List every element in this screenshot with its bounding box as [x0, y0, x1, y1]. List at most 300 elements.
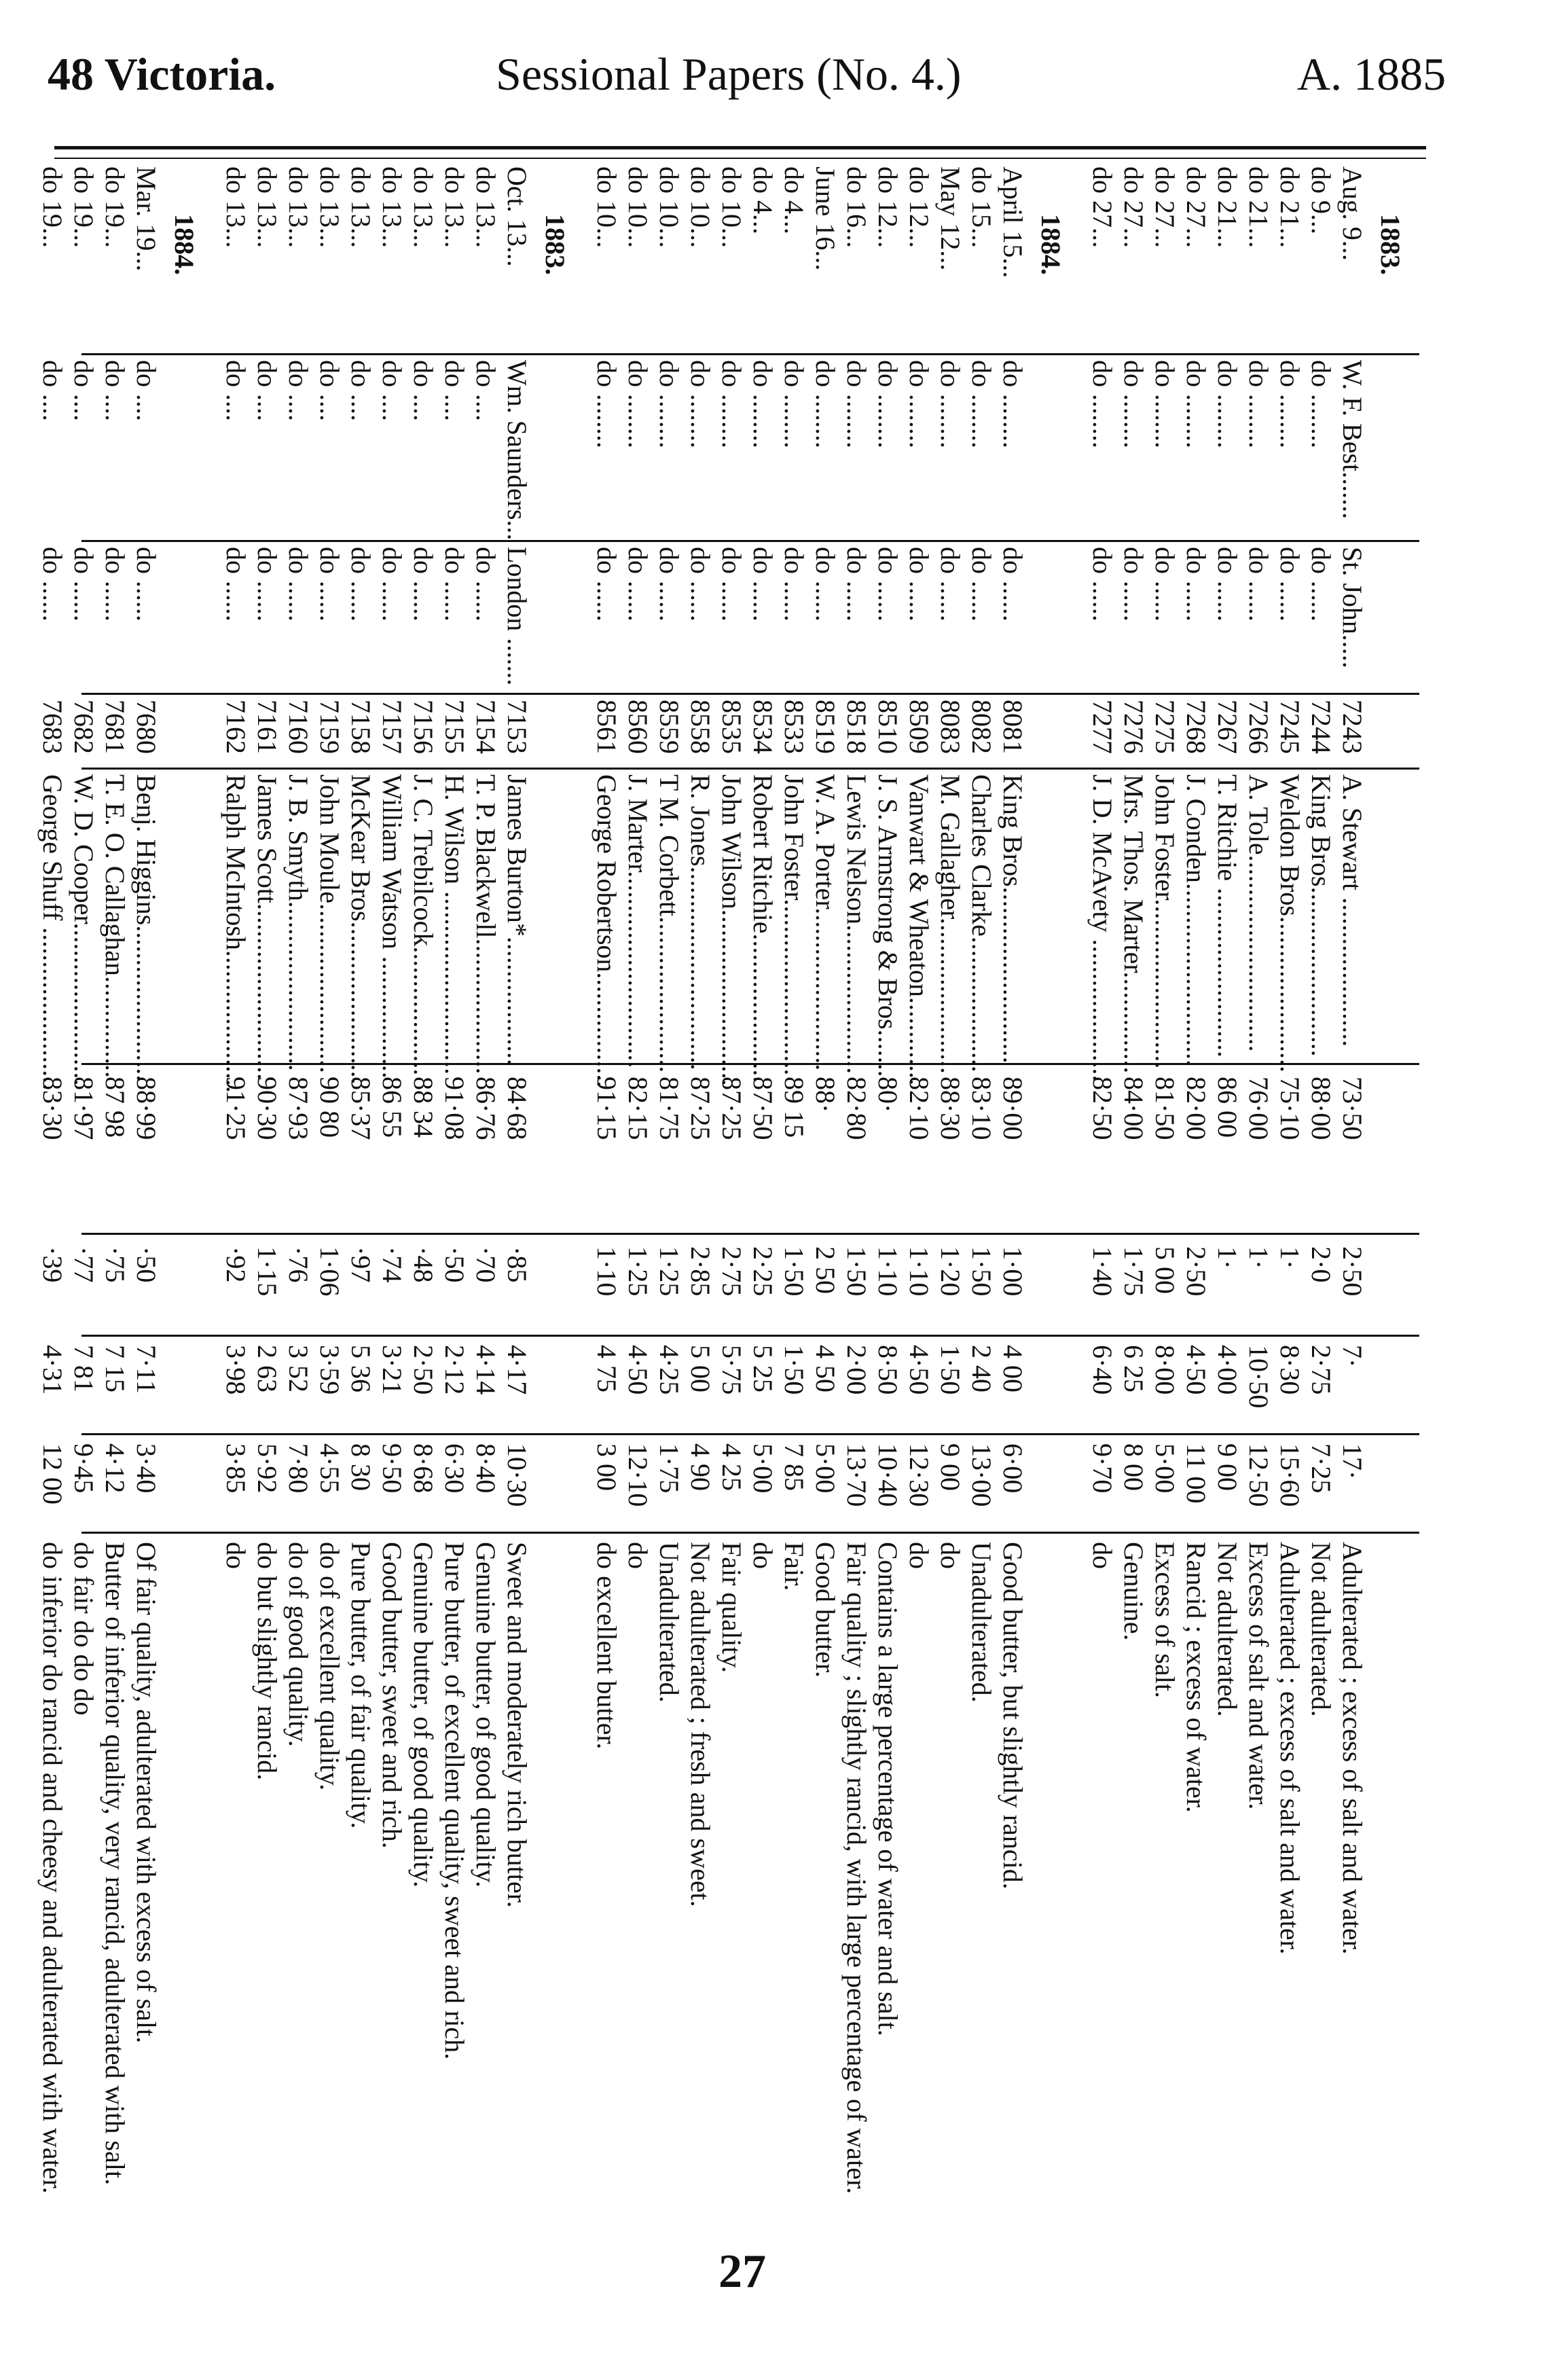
cell-no: 8510 — [873, 700, 903, 754]
cell-inspector: do .... — [131, 360, 162, 421]
cell-v3: 3·98 — [221, 1345, 251, 1395]
cell-v3: 1·50 — [935, 1345, 966, 1395]
cell-inspector: do ........ — [966, 360, 997, 448]
cell-vendor: T. Ritchie ......................... — [1212, 774, 1243, 1058]
cell-v1: 91·25 — [221, 1077, 251, 1140]
cell-v4: 8 30 — [346, 1443, 376, 1491]
cell-v1: 82·10 — [904, 1077, 934, 1140]
cell-v2: 1·15 — [252, 1246, 283, 1297]
cell-remarks: Good butter. — [810, 1542, 841, 1678]
cell-no: 7681 — [100, 700, 130, 754]
cell-date: do 15... — [966, 166, 997, 248]
cell-v3: 4·50 — [623, 1345, 653, 1395]
cell-v4: 15·60 — [1275, 1443, 1305, 1507]
cell-v4: 13·00 — [966, 1443, 997, 1507]
cell-vendor: H. Wilson ........................... — [439, 774, 470, 1075]
cell-no: 7680 — [131, 700, 162, 754]
cell-place: do ...... — [69, 547, 99, 621]
cell-v1: 86·76 — [471, 1077, 501, 1140]
cell-inspector: do ........ — [1181, 360, 1212, 448]
cell-v2: 1·50 — [966, 1246, 997, 1297]
page-number: 27 — [718, 2246, 766, 2298]
cell-v1: 81·75 — [654, 1077, 685, 1140]
cell-inspector: Wm. Saunders... — [502, 360, 532, 541]
cell-no: 8534 — [748, 700, 778, 754]
cell-remarks: do — [748, 1542, 778, 1569]
cell-inspector: do ........ — [1087, 360, 1118, 448]
cell-place: do ...... — [221, 547, 251, 621]
cell-remarks: Excess of salt. — [1150, 1542, 1180, 1698]
cell-place: do ...... — [1150, 547, 1180, 621]
cell-no: 7276 — [1118, 700, 1149, 754]
cell-date: do 12... — [873, 166, 903, 248]
cell-inspector: do ........ — [841, 360, 872, 448]
cell-v4: 3 00 — [591, 1443, 622, 1491]
cell-v3: 4·17 — [502, 1345, 532, 1395]
cell-inspector: do .... — [408, 360, 439, 421]
cell-v1: 89 15 — [779, 1077, 809, 1138]
cell-v2: 1·40 — [1087, 1246, 1118, 1297]
cell-v3: 4 00 — [998, 1345, 1028, 1392]
cell-remarks: do of excellent quality. — [314, 1542, 345, 1791]
cell-v3: 8·00 — [1150, 1345, 1180, 1395]
cell-place: do ...... — [654, 547, 685, 621]
column-divider — [81, 540, 1419, 542]
cell-v3: 2 63 — [252, 1345, 283, 1392]
cell-place: do ...... — [966, 547, 997, 621]
cell-remarks: do excellent butter. — [591, 1542, 622, 1750]
cell-v3: 4·31 — [37, 1345, 68, 1395]
cell-v4: 7 85 — [779, 1443, 809, 1491]
cell-v4: 7·25 — [1306, 1443, 1336, 1494]
cell-no: 8518 — [841, 700, 872, 754]
cell-v3: 2·75 — [1306, 1345, 1336, 1395]
cell-v2: 1·75 — [1118, 1246, 1149, 1297]
cell-vendor: J. D. McAvety ..................... — [1087, 774, 1118, 1082]
cell-v1: 75·10 — [1275, 1077, 1305, 1140]
cell-vendor: Robert Ritchie...................... — [748, 774, 778, 1083]
cell-vendor: Mrs. Thos. Marter............... — [1118, 774, 1149, 1074]
cell-v1: 82·80 — [841, 1077, 872, 1140]
cell-v1: 91·08 — [439, 1077, 470, 1140]
cell-v4: 10·30 — [502, 1443, 532, 1507]
cell-place: do ...... — [37, 547, 68, 621]
cell-vendor: J. S. Armstrong & Bros....... — [873, 774, 903, 1077]
cell-inspector: do ........ — [873, 360, 903, 448]
cell-inspector: do .... — [314, 360, 345, 421]
cell-place: St. John..... — [1337, 547, 1368, 668]
cell-vendor: T. E. O. Callaghan............... — [100, 774, 130, 1078]
cell-v4: 8·68 — [408, 1443, 439, 1494]
cell-remarks: Fair quality ; slightly rancid, with large percentage of water. — [841, 1542, 872, 2195]
cell-date: do 13... — [221, 166, 251, 248]
cell-place: do ...... — [1181, 547, 1212, 621]
cell-v1: 86 00 — [1212, 1077, 1243, 1138]
cell-vendor: James Burton*................... — [502, 774, 532, 1066]
cell-no: 8533 — [779, 700, 809, 754]
cell-v2: 5 00 — [1150, 1246, 1180, 1294]
cell-v1: 73·50 — [1337, 1077, 1368, 1140]
cell-v3: 8·30 — [1275, 1345, 1305, 1395]
cell-vendor: T. P. Blackwell.................... — [471, 774, 501, 1075]
cell-inspector: do ........ — [998, 360, 1028, 448]
cell-date: do 10... — [685, 166, 716, 248]
cell-remarks: Excess of salt and water. — [1243, 1542, 1274, 1810]
cell-v1: 91·15 — [591, 1077, 622, 1140]
cell-v2: ·50 — [131, 1246, 162, 1283]
cell-v1: 84·00 — [1118, 1077, 1149, 1140]
cell-remarks: Rancid ; excess of water. — [1181, 1542, 1212, 1813]
cell-vendor: Charles Clarke.................... — [966, 774, 997, 1072]
cell-v1: 80· — [873, 1077, 903, 1113]
cell-no: 7158 — [346, 700, 376, 754]
cell-inspector: do ........ — [935, 360, 966, 448]
cell-inspector: do ........ — [904, 360, 934, 448]
cell-v2: ·92 — [221, 1246, 251, 1283]
header-rule-thick — [54, 146, 1426, 149]
cell-no: 7275 — [1150, 700, 1180, 754]
cell-date: do 19... — [100, 166, 130, 248]
cell-v1: 82·15 — [623, 1077, 653, 1140]
cell-vendor: Lewis Nelson...................... — [841, 774, 872, 1075]
cell-no: 7682 — [69, 700, 99, 754]
cell-inspector: do .... — [439, 360, 470, 421]
cell-inspector: do ........ — [685, 360, 716, 448]
cell-remarks: Good butter, but slightly rancid. — [998, 1542, 1028, 1890]
cell-vendor: W. D. Cooper........................ — [69, 774, 99, 1086]
cell-inspector: do ........ — [654, 360, 685, 448]
cell-v3: 2·50 — [408, 1345, 439, 1395]
cell-v4: 9·45 — [69, 1443, 99, 1494]
column-divider — [81, 353, 1419, 355]
cell-v3: 7 15 — [100, 1345, 130, 1392]
cell-v1: 90·30 — [252, 1077, 283, 1140]
cell-v2: ·85 — [502, 1246, 532, 1283]
cell-date: do 21... — [1275, 166, 1305, 248]
cell-inspector: do .... — [283, 360, 314, 421]
cell-v3: 6 25 — [1118, 1345, 1149, 1392]
cell-v3: 4·14 — [471, 1345, 501, 1395]
cell-vendor: John Foster......................... — [1150, 774, 1180, 1069]
cell-v4: 12·30 — [904, 1443, 934, 1507]
cell-v2: 1·50 — [841, 1246, 872, 1297]
header-right: A. 1885 — [1297, 48, 1446, 100]
cell-vendor: J. Conden........................... — [1181, 774, 1212, 1066]
cell-v2: 1·10 — [904, 1246, 934, 1297]
cell-inspector: do .... — [252, 360, 283, 421]
cell-no: 7277 — [1087, 700, 1118, 754]
cell-remarks: Pure butter, of excellent quality, sweet and rich. — [439, 1542, 470, 2060]
cell-inspector: do ........ — [748, 360, 778, 448]
column-divider — [81, 1233, 1419, 1235]
cell-remarks: Unadulterated. — [654, 1542, 685, 1703]
cell-v3: 5 25 — [748, 1345, 778, 1392]
column-divider — [81, 1335, 1419, 1337]
cell-inspector: do ........ — [591, 360, 622, 448]
cell-v4: 9 00 — [1212, 1443, 1243, 1491]
cell-no: 7162 — [221, 700, 251, 754]
cell-no: 7245 — [1275, 700, 1305, 754]
cell-date: do 19... — [37, 166, 68, 248]
cell-inspector: do ........ — [1306, 360, 1336, 448]
cell-v2: ·70 — [471, 1246, 501, 1283]
cell-date: Aug. 9... — [1337, 166, 1368, 261]
cell-no: 8559 — [654, 700, 685, 754]
cell-place: do ...... — [779, 547, 809, 621]
column-divider — [81, 1532, 1419, 1534]
cell-date: do 21... — [1243, 166, 1274, 248]
cell-v4: 8·40 — [471, 1443, 501, 1494]
cell-remarks: Pure butter, of fair quality. — [346, 1542, 376, 1829]
cell-remarks: do — [623, 1542, 653, 1569]
cell-no: 7243 — [1337, 700, 1368, 754]
cell-date: do 13... — [252, 166, 283, 248]
cell-v3: 5·75 — [716, 1345, 747, 1395]
cell-v4: 4 25 — [716, 1443, 747, 1491]
cell-v1: 82·00 — [1181, 1077, 1212, 1140]
cell-v3: 5 00 — [685, 1345, 716, 1392]
cell-vendor: Weldon Bros....................... — [1275, 774, 1305, 1072]
cell-no: 7157 — [377, 700, 407, 754]
cell-place: do ...... — [408, 547, 439, 621]
column-divider — [81, 1433, 1419, 1435]
cell-v4: 11 00 — [1181, 1443, 1212, 1504]
cell-v1: 88· — [810, 1077, 841, 1113]
cell-v2: 1·10 — [591, 1246, 622, 1297]
cell-vendor: William Watson .................. — [377, 774, 407, 1079]
cell-v3: 2·00 — [841, 1345, 872, 1395]
cell-place: do ...... — [935, 547, 966, 621]
cell-date: do 4... — [779, 166, 809, 234]
cell-inspector: do .... — [377, 360, 407, 421]
cell-no: 8082 — [966, 700, 997, 754]
cell-v3: 7 81 — [69, 1345, 99, 1392]
cell-place: do ...... — [252, 547, 283, 621]
cell-v4: 4·55 — [314, 1443, 345, 1494]
cell-date: do 10... — [623, 166, 653, 248]
cell-v4: 13·70 — [841, 1443, 872, 1507]
cell-date: do 10... — [716, 166, 747, 248]
cell-place: do ...... — [748, 547, 778, 621]
cell-vendor: McKear Bros........................ — [346, 774, 376, 1085]
cell-vendor: J. B. Smyth......................... — [283, 774, 314, 1071]
cell-v3: 4·50 — [904, 1345, 934, 1395]
cell-v3: 6·40 — [1087, 1345, 1118, 1395]
cell-remarks: Not adulterated ; fresh and sweet. — [685, 1542, 716, 1907]
cell-place: do ...... — [1306, 547, 1336, 621]
cell-v2: 2·0 — [1306, 1246, 1336, 1283]
cell-remarks: Not adulterated. — [1212, 1542, 1243, 1717]
cell-vendor: George Shuff ........................ — [37, 774, 68, 1091]
cell-vendor: John Wilson.......................... — [716, 774, 747, 1086]
cell-v2: ·75 — [100, 1246, 130, 1283]
cell-place: do ...... — [591, 547, 622, 621]
cell-no: 8558 — [685, 700, 716, 754]
cell-inspector: do ........ — [1243, 360, 1274, 448]
cell-v1: 76·00 — [1243, 1077, 1274, 1140]
cell-v2: ·48 — [408, 1246, 439, 1283]
cell-date: do 9... — [1306, 166, 1336, 234]
cell-vendor: King Bros.......................... — [998, 774, 1028, 1064]
cell-v2: 2·75 — [716, 1246, 747, 1297]
cell-remarks: Adulterated ; excess of salt and water. — [1275, 1542, 1305, 1955]
cell-remarks: do — [221, 1542, 251, 1569]
cell-remarks: do — [935, 1542, 966, 1569]
cell-place: do ...... — [841, 547, 872, 621]
cell-place: London ....... — [502, 547, 532, 686]
cell-date: Mar. 19... — [131, 166, 162, 272]
cell-date: do 10... — [591, 166, 622, 248]
cell-v1: 88·99 — [131, 1077, 162, 1140]
cell-no: 7156 — [408, 700, 439, 754]
cell-vendor: T M. Corbett....................... — [654, 774, 685, 1073]
cell-inspector: do ........ — [810, 360, 841, 448]
cell-v2: 2·25 — [748, 1246, 778, 1297]
cell-vendor: A. Stewart ...................... — [1337, 774, 1368, 1047]
cell-v4: 8 00 — [1118, 1443, 1149, 1491]
cell-vendor: Vanwart & Wheaton............. — [904, 774, 934, 1086]
cell-vendor: King Bros......................... — [1306, 774, 1336, 1057]
cell-inspector: do ........ — [1212, 360, 1243, 448]
cell-vendor: John Foster.......................... — [779, 774, 809, 1076]
cell-v2: 2·50 — [1337, 1246, 1368, 1297]
cell-v4: 9·50 — [377, 1443, 407, 1494]
cell-date: do 13... — [283, 166, 314, 248]
cell-no: 7244 — [1306, 700, 1336, 754]
cell-remarks: Of fair quality, adulterated with excess of salt. — [131, 1542, 162, 2044]
cell-v4: 7·80 — [283, 1443, 314, 1494]
cell-remarks: Contains a large percentage of water and salt. — [873, 1542, 903, 2036]
cell-inspector: do .... — [69, 360, 99, 421]
cell-date: do 4... — [748, 166, 778, 234]
year-heading: 1883. — [1375, 214, 1406, 275]
cell-vendor: Benj. Higgins....................... — [131, 774, 162, 1082]
cell-v4: 4 90 — [685, 1443, 716, 1491]
cell-remarks: do but slightly rancid. — [252, 1542, 283, 1781]
rotated-table — [37, 160, 1419, 2238]
cell-inspector: do ........ — [623, 360, 653, 448]
cell-place: do ...... — [685, 547, 716, 621]
cell-v1: 87·25 — [716, 1077, 747, 1140]
cell-date: do 13... — [314, 166, 345, 248]
cell-vendor: Ralph McIntosh..................... — [221, 774, 251, 1093]
cell-v1: 87 98 — [100, 1077, 130, 1138]
cell-v1: 86 55 — [377, 1077, 407, 1138]
cell-v3: 3·21 — [377, 1345, 407, 1395]
cell-vendor: M. Gallagher....................... — [935, 774, 966, 1075]
year-heading: 1884. — [169, 214, 200, 275]
cell-place: do ...... — [100, 547, 130, 621]
cell-inspector: do ........ — [1150, 360, 1180, 448]
cell-remarks: do inferior do rancid and cheesy and adulterated with water. — [37, 1542, 68, 2194]
cell-vendor: George Robertson................. — [591, 774, 622, 1088]
cell-v3: 2 40 — [966, 1345, 997, 1392]
cell-vendor: W. A. Porter........................ — [810, 774, 841, 1071]
cell-date: do 27... — [1181, 166, 1212, 248]
cell-v2: 1· — [1275, 1246, 1305, 1269]
cell-v4: 9 00 — [935, 1443, 966, 1491]
cell-date: April 15... — [998, 166, 1028, 278]
cell-place: do ...... — [314, 547, 345, 621]
cell-date: do 13... — [471, 166, 501, 248]
cell-no: 7155 — [439, 700, 470, 754]
cell-date: do 19... — [69, 166, 99, 248]
cell-inspector: do .... — [221, 360, 251, 421]
cell-v1: 87·93 — [283, 1077, 314, 1140]
cell-remarks: Good butter, sweet and rich. — [377, 1542, 407, 1849]
cell-v3: 4 50 — [810, 1345, 841, 1392]
cell-v4: 12 00 — [37, 1443, 68, 1504]
cell-v2: 1·25 — [654, 1246, 685, 1297]
cell-v4: 5·92 — [252, 1443, 283, 1494]
cell-remarks: do — [904, 1542, 934, 1569]
cell-date: do 27... — [1118, 166, 1149, 248]
cell-no: 7154 — [471, 700, 501, 754]
cell-v2: 1·50 — [779, 1246, 809, 1297]
cell-no: 8561 — [591, 700, 622, 754]
cell-v2: 2·85 — [685, 1246, 716, 1297]
cell-date: do 21... — [1212, 166, 1243, 248]
cell-vendor: R. Jones.............................. — [685, 774, 716, 1070]
cell-place: do ...... — [716, 547, 747, 621]
cell-v2: 1· — [1243, 1246, 1274, 1269]
cell-v3: 3 52 — [283, 1345, 314, 1392]
cell-v3: 4 75 — [591, 1345, 622, 1392]
cell-place: do ...... — [1243, 547, 1274, 621]
cell-v3: 7·11 — [131, 1345, 162, 1394]
cell-no: 8083 — [935, 700, 966, 754]
cell-v3: 10·50 — [1243, 1345, 1274, 1409]
cell-vendor: John Moule......................... — [314, 774, 345, 1073]
cell-no: 8560 — [623, 700, 653, 754]
cell-place: do ...... — [623, 547, 653, 621]
cell-remarks: Sweet and moderately rich butter. — [502, 1542, 532, 1908]
cell-v4: 17· — [1337, 1443, 1368, 1480]
cell-v1: 89·00 — [998, 1077, 1028, 1140]
cell-date: do 27... — [1087, 166, 1118, 248]
cell-place: do ...... — [998, 547, 1028, 621]
cell-v1: 82·50 — [1087, 1077, 1118, 1140]
cell-remarks: Adulterated ; excess of salt and water. — [1337, 1542, 1368, 1955]
cell-v2: 1·10 — [873, 1246, 903, 1297]
cell-place: do ...... — [873, 547, 903, 621]
cell-date: do 27... — [1150, 166, 1180, 248]
cell-remarks: Genuine. — [1118, 1542, 1149, 1641]
cell-vendor: J. Marter............................. — [623, 774, 653, 1068]
cell-remarks: Fair quality. — [716, 1542, 747, 1673]
cell-v2: ·39 — [37, 1246, 68, 1283]
cell-v3: 8·50 — [873, 1345, 903, 1395]
cell-place: do ...... — [439, 547, 470, 621]
cell-v2: 1·20 — [935, 1246, 966, 1297]
cell-v2: ·74 — [377, 1246, 407, 1283]
cell-v1: 87·50 — [748, 1077, 778, 1140]
cell-date: do 13... — [346, 166, 376, 248]
cell-v4: 1·75 — [654, 1443, 685, 1494]
cell-no: 7267 — [1212, 700, 1243, 754]
cell-date: May 12... — [935, 166, 966, 271]
cell-v2: 2 50 — [810, 1246, 841, 1294]
cell-date: do 13... — [377, 166, 407, 248]
cell-v4: 9·70 — [1087, 1443, 1118, 1494]
cell-place: do ...... — [283, 547, 314, 621]
cell-v2: 1·25 — [623, 1246, 653, 1297]
cell-no: 7266 — [1243, 700, 1274, 754]
cell-inspector: do .... — [471, 360, 501, 421]
cell-v3: 4·50 — [1181, 1345, 1212, 1395]
cell-v3: 2·12 — [439, 1345, 470, 1395]
cell-v4: 12·10 — [623, 1443, 653, 1507]
